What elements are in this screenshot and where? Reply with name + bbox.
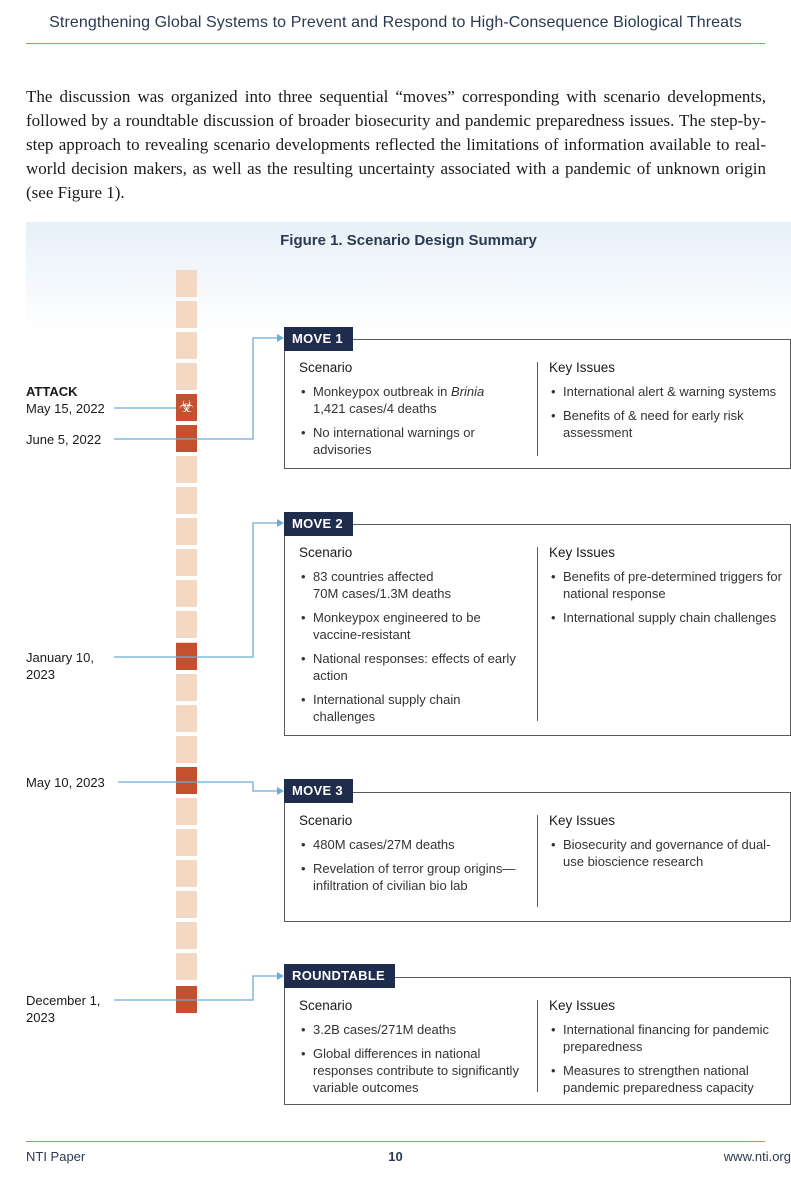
biohazard-icon: ☣ — [178, 397, 195, 417]
attack-label: ATTACK — [26, 384, 78, 399]
connector-roundtable — [114, 976, 278, 1000]
move-3-box — [284, 792, 791, 922]
scenario-heading: Scenario — [299, 813, 353, 828]
scenario-item — [299, 383, 524, 417]
issues-heading: Key Issues — [549, 545, 616, 560]
date-attack: May 15, 2022 — [26, 401, 105, 416]
issues-column — [549, 998, 783, 1103]
scenario-item: • 480M cases/27M deaths — [299, 836, 524, 853]
scenario-column — [299, 813, 524, 901]
scenario-heading: Scenario — [299, 360, 353, 375]
country-name: Brinia — [451, 384, 485, 399]
scenario-item — [299, 568, 524, 602]
footer-publication: NTI Paper — [26, 1149, 86, 1164]
scenario-heading: Scenario — [299, 545, 353, 560]
scenario-column — [299, 545, 524, 732]
roundtable-box — [284, 977, 791, 1105]
scenario-column — [299, 998, 524, 1103]
date-move1: June 5, 2022 — [26, 432, 102, 447]
arrowhead — [277, 787, 284, 795]
figure-title: Figure 1. Scenario Design Summary — [280, 232, 537, 249]
issues-column — [549, 360, 783, 448]
item-text: 1,421 cases/4 deaths — [313, 401, 437, 416]
scenario-item: • Revelation of terror group origins—infiltration of civilian bio lab — [299, 860, 524, 894]
running-header: Strengthening Global Systems to Prevent and Respond to High-Consequence Biological Threats — [49, 14, 742, 31]
column-divider — [537, 1000, 538, 1092]
intro-paragraph: The discussion was organized into three sequential “moves” corresponding with scenario developments, followed by a roundtable discussion of broader biosecurity and pandemic preparedness issues. The step-by-step approach to revealing scenario developments reflected the limitations of information available to real-world decision makers, as well as the resulting uncertainty associated with a pandemic of unknown origin (see Figure 1). — [26, 87, 766, 202]
move-3-tab: MOVE 3 — [284, 779, 353, 803]
issue-item: • International alert & warning systems — [549, 383, 783, 400]
issues-column — [549, 545, 783, 633]
page-number: 10 — [388, 1149, 403, 1164]
issues-heading: Key Issues — [549, 998, 616, 1013]
arrowhead — [277, 334, 284, 342]
item-text: 83 countries affected — [313, 569, 434, 584]
date-line: January 10, — [26, 650, 94, 665]
move-1-tab: MOVE 1 — [284, 327, 353, 351]
issues-heading: Key Issues — [549, 360, 616, 375]
issues-heading: Key Issues — [549, 813, 616, 828]
footer-website: www.nti.org — [723, 1149, 791, 1164]
move-2-box — [284, 524, 791, 736]
issue-item: • International supply chain challenges — [549, 609, 783, 626]
move-1-box — [284, 339, 791, 469]
issue-item: • Measures to strengthen national pandemic preparedness capacity — [549, 1062, 783, 1096]
date-move3: May 10, 2023 — [26, 775, 105, 790]
item-text: Monkeypox outbreak in — [313, 384, 452, 399]
issue-item: • Benefits of & need for early risk assessment — [549, 407, 783, 441]
date-line: 2023 — [26, 667, 55, 682]
scenario-item: • Global differences in national responses contribute to significantly variable outcomes — [299, 1045, 524, 1096]
arrowhead — [277, 519, 284, 527]
issues-column — [549, 813, 783, 877]
scenario-item: • Monkeypox engineered to be vaccine-resistant — [299, 609, 524, 643]
scenario-heading: Scenario — [299, 998, 353, 1013]
scenario-item: • National responses: effects of early action — [299, 650, 524, 684]
scenario-item: • International supply chain challenges — [299, 691, 524, 725]
issue-item: • Biosecurity and governance of dual-use bioscience research — [549, 836, 783, 870]
issue-item: • International financing for pandemic preparedness — [549, 1021, 783, 1055]
date-line: December 1, — [26, 993, 101, 1008]
issue-item: • Benefits of pre-determined triggers for national response — [549, 568, 783, 602]
date-line: 2023 — [26, 1010, 55, 1025]
scenario-item: • No international warnings or advisories — [299, 424, 524, 458]
connector-move2 — [114, 523, 278, 657]
scenario-column — [299, 360, 524, 465]
column-divider — [537, 547, 538, 721]
scenario-item: • 3.2B cases/271M deaths — [299, 1021, 524, 1038]
item-text: 70M cases/1.3M deaths — [313, 586, 452, 601]
connector-move3 — [118, 782, 278, 791]
arrowhead — [277, 972, 284, 980]
move-2-tab: MOVE 2 — [284, 512, 353, 536]
column-divider — [537, 362, 538, 456]
column-divider — [537, 815, 538, 907]
roundtable-tab: ROUNDTABLE — [284, 964, 395, 988]
connector-move1 — [114, 338, 278, 439]
footer-rule — [26, 1141, 765, 1142]
